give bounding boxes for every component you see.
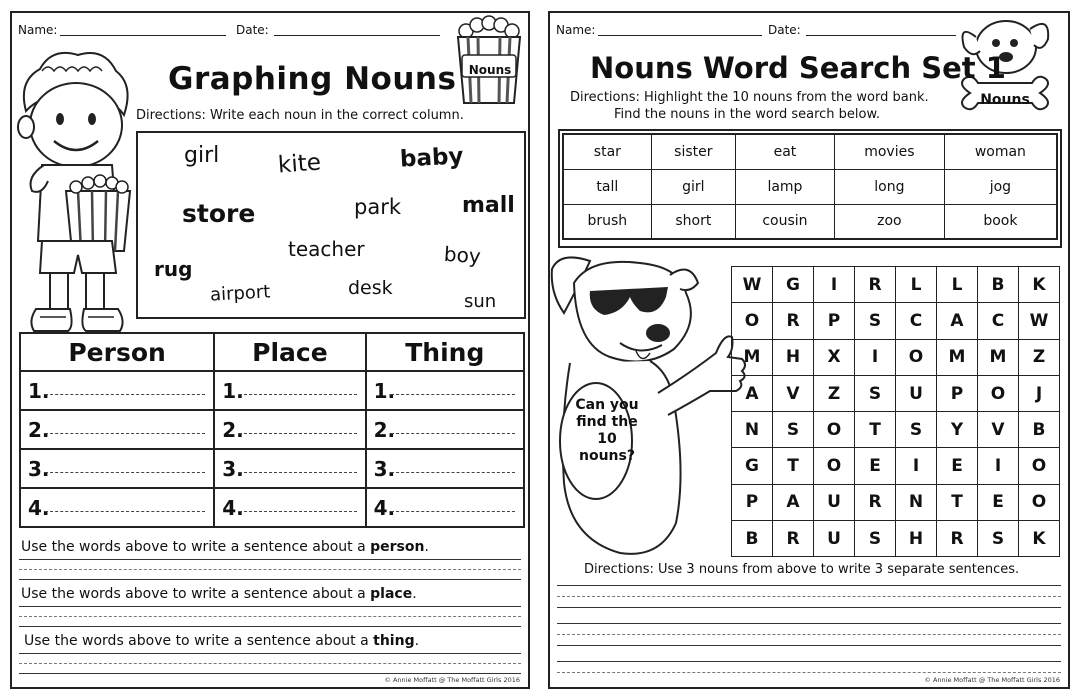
page-title: Graphing Nouns — [168, 61, 457, 97]
word: desk — [348, 277, 393, 299]
grid-letter[interactable]: E — [855, 448, 896, 484]
grid-letter[interactable]: Y — [937, 412, 978, 448]
bank-word: book — [944, 204, 1057, 239]
answer-cell[interactable]: 4. — [366, 488, 524, 527]
grid-letter[interactable]: C — [978, 303, 1019, 339]
grid-letter[interactable]: U — [814, 521, 855, 557]
grid-letter[interactable]: A — [937, 303, 978, 339]
grid-letter[interactable]: C — [896, 303, 937, 339]
column-place: Place — [214, 333, 365, 371]
writing-line[interactable] — [19, 559, 521, 560]
name-line — [598, 35, 762, 36]
writing-guide-line — [19, 616, 521, 617]
grid-letter[interactable]: I — [814, 267, 855, 303]
page-title: Nouns Word Search Set 1 — [590, 51, 1006, 85]
bank-word: star — [563, 134, 651, 169]
grid-letter[interactable]: A — [773, 484, 814, 520]
grid-letter[interactable]: L — [937, 267, 978, 303]
grid-row — [732, 521, 1060, 557]
sentence-prompt-thing: Use the words above to write a sentence about a thing. — [24, 633, 420, 649]
grid-letter[interactable]: B — [1019, 412, 1060, 448]
word: kite — [277, 149, 322, 179]
grid-row — [732, 303, 1060, 339]
writing-line[interactable] — [19, 673, 521, 674]
grid-letter[interactable]: I — [855, 339, 896, 375]
grid-letter[interactable]: I — [896, 448, 937, 484]
copyright: © Annie Moffatt @ The Moffatt Girls 2016 — [384, 676, 520, 684]
grid-letter[interactable]: S — [855, 375, 896, 411]
writing-guide-line — [19, 663, 521, 664]
bank-word: woman — [944, 134, 1057, 169]
grid-letter[interactable]: K — [1019, 267, 1060, 303]
grid-letter[interactable]: S — [855, 521, 896, 557]
grid-letter[interactable]: R — [773, 521, 814, 557]
grid-row — [732, 448, 1060, 484]
grid-row — [732, 375, 1060, 411]
grid-letter[interactable]: H — [773, 339, 814, 375]
grid-letter[interactable]: G — [773, 267, 814, 303]
grid-row — [732, 484, 1060, 520]
grid-letter[interactable]: T — [773, 448, 814, 484]
word: store — [182, 199, 256, 228]
nouns-badge-label: Nouns — [468, 63, 512, 77]
directions-line-1: Directions: Highlight the 10 nouns from the word bank. — [570, 90, 929, 105]
date-line — [274, 35, 440, 36]
grid-letter[interactable]: M — [937, 339, 978, 375]
grid-letter[interactable]: I — [978, 448, 1019, 484]
grid-letter[interactable]: U — [814, 484, 855, 520]
graphing-nouns-worksheet — [10, 11, 530, 689]
name-label: Name: — [556, 23, 596, 37]
noun-word-box — [136, 131, 526, 319]
writing-line[interactable] — [19, 626, 521, 627]
bank-word: lamp — [735, 169, 834, 204]
writing-guide-line — [557, 596, 1061, 597]
grid-letter[interactable]: J — [1019, 375, 1060, 411]
sentence-prompt-person: Use the words above to write a sentence about a person. — [21, 539, 429, 555]
grid-letter[interactable]: E — [978, 484, 1019, 520]
grid-letter[interactable]: T — [855, 412, 896, 448]
bank-word: long — [834, 169, 944, 204]
bank-word: short — [651, 204, 735, 239]
nouns-word-search-worksheet — [548, 11, 1070, 689]
grid-letter[interactable]: B — [978, 267, 1019, 303]
bank-word: girl — [651, 169, 735, 204]
nouns-badge-label: Nouns — [980, 92, 1030, 108]
word: baby — [399, 143, 465, 173]
word: airport — [209, 281, 271, 306]
date-label: Date: — [236, 23, 269, 37]
directions-line-2: Find the nouns in the word search below. — [614, 107, 881, 122]
answer-cell[interactable]: 3. — [20, 449, 214, 488]
writing-line[interactable] — [19, 579, 521, 580]
grid-letter[interactable]: P — [937, 375, 978, 411]
writing-line[interactable] — [557, 585, 1061, 586]
bank-word: brush — [563, 204, 651, 239]
bank-word: tall — [563, 169, 651, 204]
word: girl — [184, 143, 220, 168]
grid-letter[interactable]: P — [732, 484, 773, 520]
grid-letter[interactable]: S — [855, 303, 896, 339]
popcorn-bucket-icon — [452, 15, 526, 105]
grid-letter[interactable]: K — [1019, 521, 1060, 557]
grid-letter[interactable]: H — [896, 521, 937, 557]
grid-letter[interactable]: M — [978, 339, 1019, 375]
answer-cell[interactable]: 4. — [214, 488, 365, 527]
grid-letter[interactable]: U — [896, 375, 937, 411]
word: sun — [464, 291, 497, 312]
word: rug — [154, 257, 193, 281]
grid-letter[interactable]: N — [896, 484, 937, 520]
grid-letter[interactable]: O — [814, 448, 855, 484]
grid-letter[interactable]: S — [978, 521, 1019, 557]
grid-letter[interactable]: W — [1019, 303, 1060, 339]
speech-bubble-text: Can you find the 10 nouns? — [575, 397, 639, 464]
column-person: Person — [20, 333, 214, 371]
grid-letter[interactable]: R — [855, 484, 896, 520]
writing-guide-line — [19, 569, 521, 570]
noun-sorting-table — [19, 332, 525, 528]
bank-word: zoo — [834, 204, 944, 239]
word: boy — [443, 241, 482, 269]
answer-cell[interactable]: 3. — [366, 449, 524, 488]
date-line — [806, 35, 956, 36]
grid-row — [732, 267, 1060, 303]
bank-word: movies — [834, 134, 944, 169]
boy-with-popcorn-illustration — [12, 41, 142, 333]
writing-line[interactable] — [19, 606, 521, 607]
writing-line[interactable] — [557, 607, 1061, 608]
name-line — [60, 35, 226, 36]
writing-line[interactable] — [557, 661, 1061, 662]
sentence-prompt-place: Use the words above to write a sentence about a place. — [21, 586, 417, 602]
answer-cell[interactable]: 4. — [20, 488, 214, 527]
grid-letter[interactable]: O — [732, 303, 773, 339]
word: teacher — [288, 237, 365, 261]
directions-line-3: Directions: Use 3 nouns from above to write 3 separate sentences. — [584, 562, 1020, 577]
grid-letter[interactable]: W — [732, 267, 773, 303]
grid-letter[interactable]: O — [1019, 484, 1060, 520]
bank-word: jog — [944, 169, 1057, 204]
grid-letter[interactable]: T — [937, 484, 978, 520]
grid-letter[interactable]: R — [937, 521, 978, 557]
word-search-grid — [731, 266, 1060, 557]
grid-letter[interactable]: R — [855, 267, 896, 303]
grid-letter[interactable]: V — [773, 375, 814, 411]
grid-letter[interactable]: S — [896, 412, 937, 448]
column-thing: Thing — [366, 333, 524, 371]
name-label: Name: — [18, 23, 58, 37]
answer-cell[interactable]: 1. — [20, 371, 214, 410]
grid-letter[interactable]: B — [732, 521, 773, 557]
answer-cell[interactable]: 2. — [214, 410, 365, 449]
word: mall — [462, 193, 515, 218]
grid-letter[interactable]: O — [1019, 448, 1060, 484]
writing-line[interactable] — [557, 645, 1061, 646]
word-bank — [562, 133, 1058, 240]
directions: Directions: Write each noun in the correct column. — [136, 108, 464, 123]
bank-word: cousin — [735, 204, 834, 239]
answer-cell[interactable]: 2. — [366, 410, 524, 449]
grid-letter[interactable]: Z — [814, 375, 855, 411]
bank-word: eat — [735, 134, 834, 169]
grid-letter[interactable]: E — [937, 448, 978, 484]
copyright: © Annie Moffatt @ The Moffatt Girls 2016 — [924, 676, 1060, 684]
grid-letter[interactable]: P — [814, 303, 855, 339]
grid-letter[interactable]: Z — [1019, 339, 1060, 375]
grid-letter[interactable]: O — [978, 375, 1019, 411]
date-label: Date: — [768, 23, 801, 37]
grid-letter[interactable]: R — [773, 303, 814, 339]
writing-line[interactable] — [19, 653, 521, 654]
grid-letter[interactable]: L — [896, 267, 937, 303]
grid-letter[interactable]: V — [978, 412, 1019, 448]
answer-cell[interactable]: 1. — [214, 371, 365, 410]
grid-letter[interactable]: G — [732, 448, 773, 484]
grid-letter[interactable]: N — [732, 412, 773, 448]
bank-word: sister — [651, 134, 735, 169]
writing-guide-line — [557, 634, 1061, 635]
grid-row — [732, 412, 1060, 448]
grid-letter[interactable]: X — [814, 339, 855, 375]
grid-letter[interactable]: O — [814, 412, 855, 448]
grid-letter[interactable]: M — [732, 339, 773, 375]
word: park — [354, 195, 401, 219]
writing-line[interactable] — [557, 623, 1061, 624]
grid-row — [732, 339, 1060, 375]
grid-letter[interactable]: O — [896, 339, 937, 375]
answer-cell[interactable]: 2. — [20, 410, 214, 449]
grid-letter[interactable]: A — [732, 375, 773, 411]
grid-letter[interactable]: S — [773, 412, 814, 448]
answer-cell[interactable]: 1. — [366, 371, 524, 410]
answer-cell[interactable]: 3. — [214, 449, 365, 488]
writing-guide-line — [557, 672, 1061, 673]
